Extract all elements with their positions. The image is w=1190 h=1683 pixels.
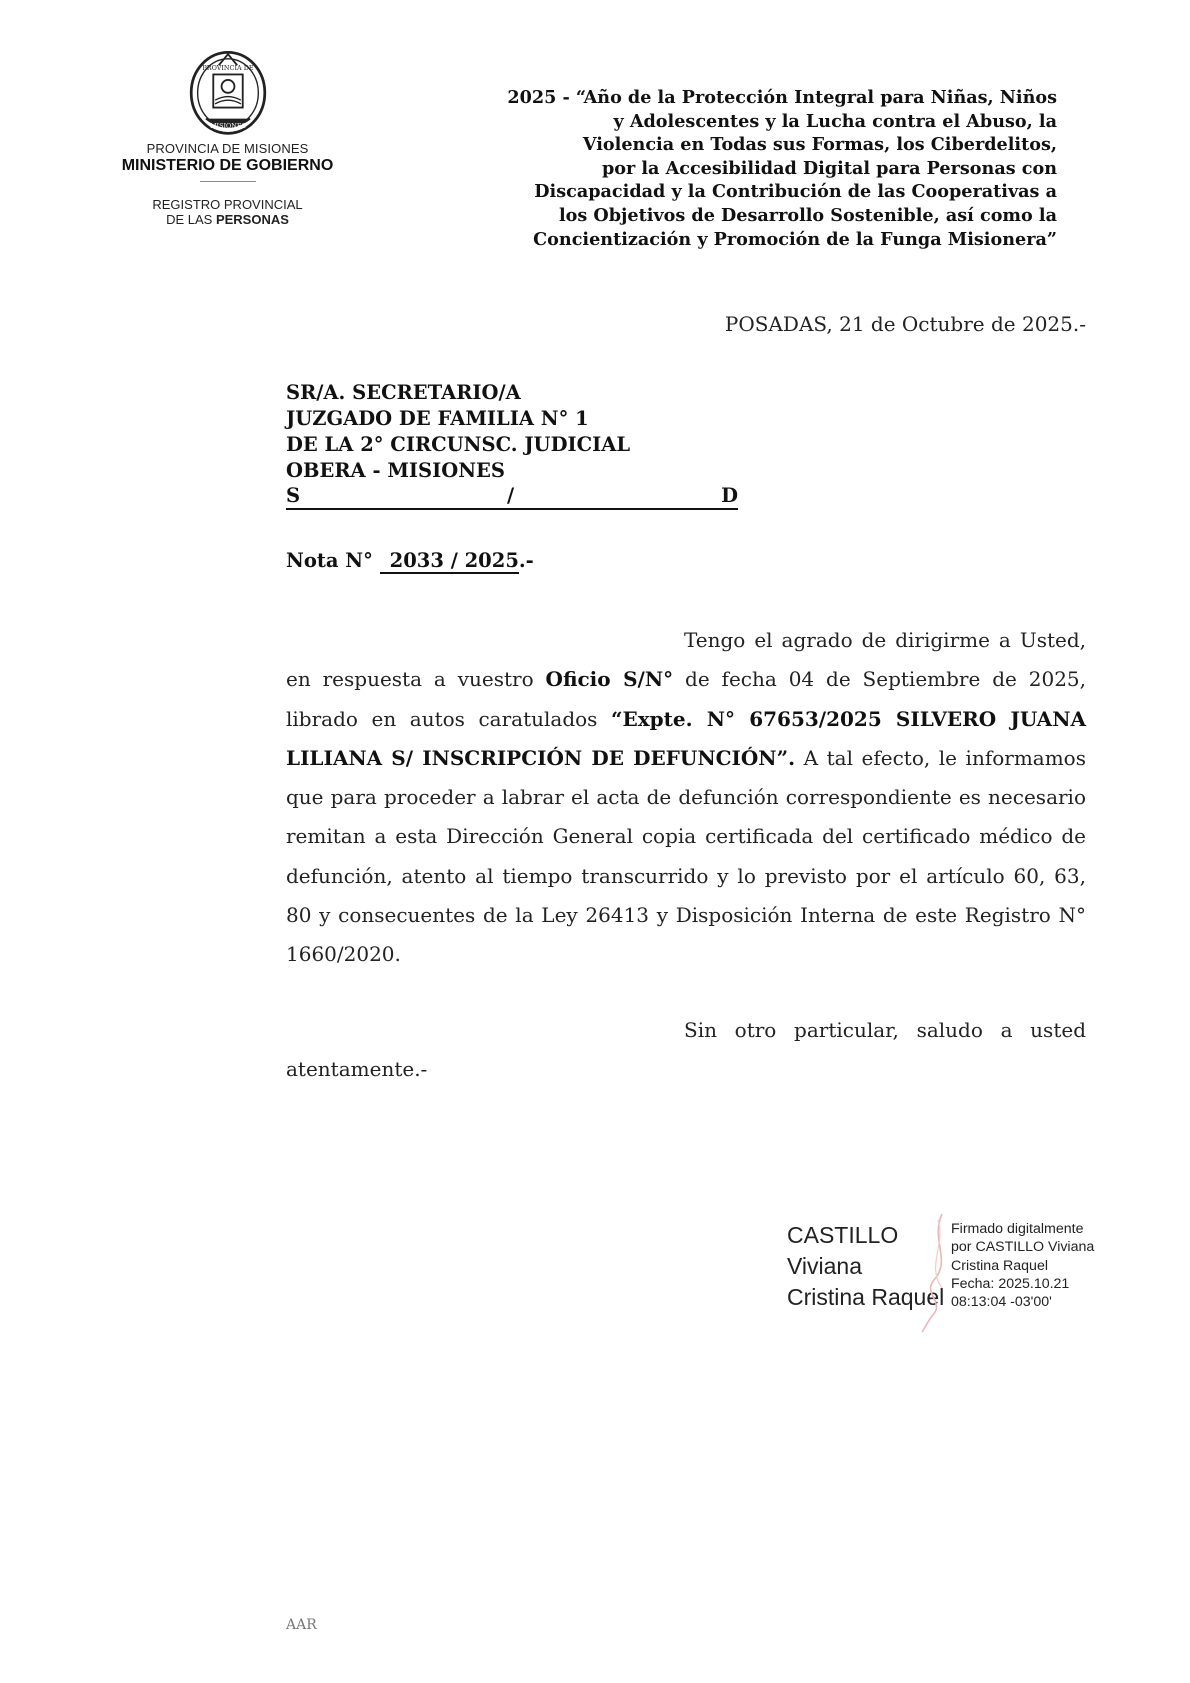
motto-line: los Objetivos de Desarrollo Sostenible, así como la [558,204,1057,226]
note-number: 2033 / 2025 [380,550,519,574]
motto-line: por la Accesibilidad Digital para Personas con [601,157,1057,179]
date-line: POSADAS, 21 de Octubre de 2025.- [724,312,1086,336]
logo-divider [200,181,256,182]
motto-line: Concientización y Promoción de la Funga Misionera” [533,228,1057,250]
closing-paragraph [286,1011,1086,1090]
ministry-name: MINISTERIO DE GOBIERNO [121,157,334,174]
sd-slash: / [507,484,515,507]
addressee-line: JUZGADO DE FAMILIA N° 1 [286,407,589,430]
sd-d: D [721,484,738,507]
letterhead-logo-block [110,45,345,227]
motto-line: Violencia en Todas sus Formas, los Ciberdelitos, [582,134,1057,156]
note-prefix: Nota N° [286,549,373,572]
signature-detail-line: Cristina Raquel [951,1257,1048,1274]
body-rest: A tal efecto, le informamos que para proceder a labrar el acta de defunción correspondiente es necesario remitan a esta Dirección General copia certificada del certificado médico de defunción, atento al tiempo transcurrido y lo previsto por el artículo 60, 63, 80 y consecuentes de la Ley 26413 y Disposición Interna de este Registro N° 1660/2020. [286,745,1086,967]
motto-line: Discapacidad y la Contribución de las Cooperativas a [534,181,1057,203]
registry-line-2 [110,212,345,227]
signature-detail-line: 08:13:04 -03'00' [951,1294,1052,1311]
seal-text-top: PROVINCIA DE [201,63,254,72]
signature-name-line: Cristina Raquel [787,1284,945,1310]
registry-line-2-bold: PERSONAS [215,212,289,227]
signature-detail-line: Fecha: 2025.10.21 [951,1275,1070,1292]
seal-text-bottom: MISIONES [209,121,246,130]
typist-initials: AAR [286,1617,317,1633]
province-label: PROVINCIA DE MISIONES [146,141,309,156]
province-seal-icon [182,45,274,137]
sd-line [286,484,738,510]
year-motto [437,86,1057,251]
signature-name-line: CASTILLO [787,1222,899,1248]
body-mid: de fecha 04 de Septiembre de 2025, librado en autos caratulados [286,667,1086,731]
note-number-line [286,549,534,574]
addressee-line: SR/A. SECRETARIO/A [286,381,521,404]
signature-detail-line: por CASTILLO Viviana [951,1239,1095,1256]
addressee-line: DE LA 2° CIRCUNSC. JUDICIAL [286,433,631,456]
digital-signature-detail [951,1220,1094,1311]
signature-detail-line: Firmado digitalmente [951,1221,1084,1237]
signature-name-line: Viviana [787,1253,863,1279]
registry-line-2-prefix: DE LAS [166,212,216,227]
closing-text: Sin otro particular, saludo a usted atentamente.- [286,1018,1086,1082]
body-expte: “Expte. N° 67653/2025 SILVERO JUANA LILIANA S/ INSCRIPCIÓN DE DEFUNCIÓN”. [286,706,1086,770]
body-oficio: Oficio S/N° [545,667,674,692]
note-suffix: .- [518,549,534,572]
addressee-line: OBERA - MISIONES [286,459,506,482]
sd-s: S [286,484,301,507]
body-intro: Tengo el agrado de dirigirme a Usted, en respuesta a vuestro [286,628,1086,692]
motto-line: 2025 - “Año de la Protección Integral para Niñas, Niños [507,87,1057,108]
addressee-block [286,380,746,510]
motto-line: y Adolescentes y la Lucha contra el Abuso, la [613,110,1057,132]
registry-line-1: REGISTRO PROVINCIAL [152,197,303,212]
body-paragraph [286,621,1086,975]
